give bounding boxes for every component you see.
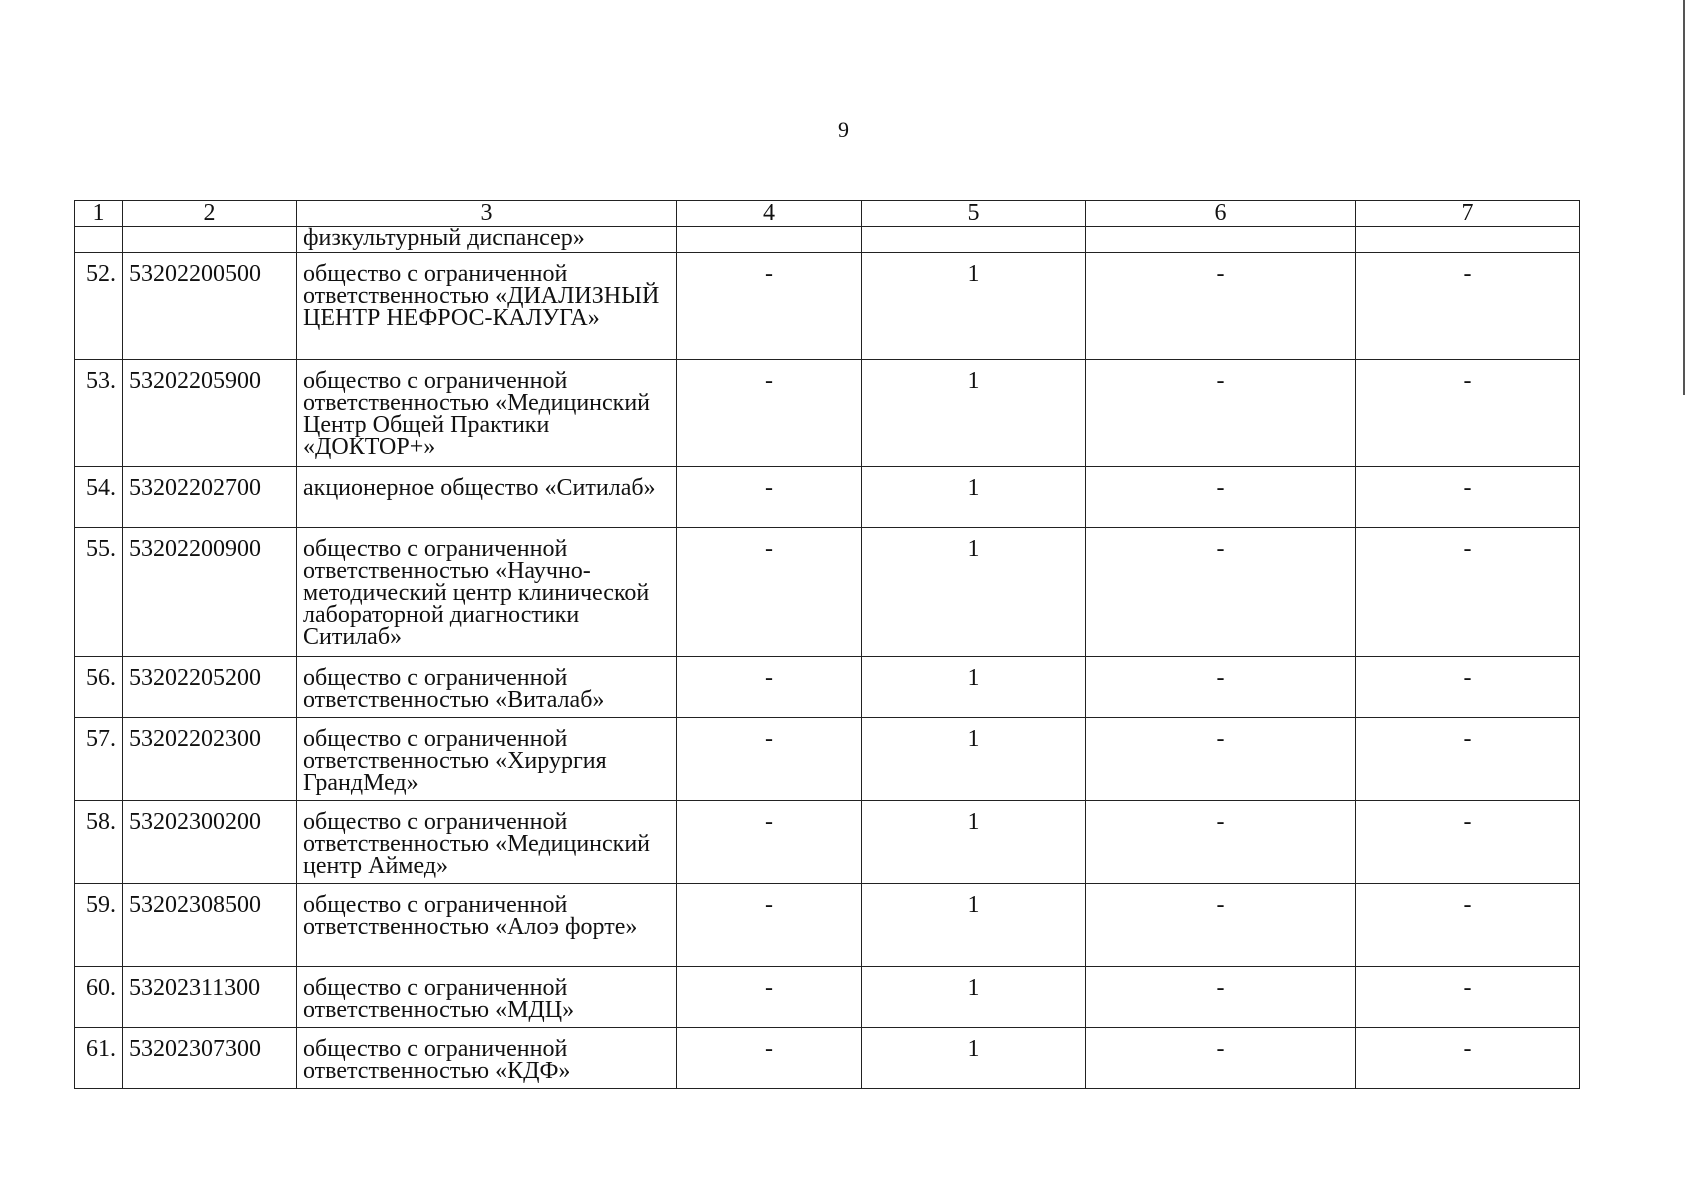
col7-value: - [1356, 360, 1580, 467]
row-number: 59. [75, 884, 123, 967]
org-code [123, 227, 297, 253]
org-name: общество с ограниченной ответственностью «ДИАЛИЗНЫЙ ЦЕНТР НЕФРОС-КАЛУГА» [297, 253, 677, 360]
col5-value: 1 [862, 801, 1086, 884]
col5-value: 1 [862, 467, 1086, 528]
org-name: акционерное общество «Ситилаб» [297, 467, 677, 528]
table-row [75, 657, 1580, 718]
continuation-row [75, 227, 1580, 253]
registry-table [74, 200, 1580, 1089]
org-code: 53202308500 [123, 884, 297, 967]
col4-value: - [677, 801, 862, 884]
col4-value: - [677, 360, 862, 467]
row-number: 55. [75, 528, 123, 657]
col5-value: 1 [862, 1028, 1086, 1089]
table-row [75, 884, 1580, 967]
col6-value: - [1086, 884, 1356, 967]
column-header: 4 [677, 201, 862, 227]
row-number: 61. [75, 1028, 123, 1089]
col5-value: 1 [862, 967, 1086, 1028]
table-row [75, 360, 1580, 467]
col6-value: - [1086, 360, 1356, 467]
col4-value: - [677, 467, 862, 528]
col7-value: - [1356, 884, 1580, 967]
org-code: 53202202300 [123, 718, 297, 801]
org-name: общество с ограниченной ответственностью «Виталаб» [297, 657, 677, 718]
col5-value: 1 [862, 253, 1086, 360]
row-number: 54. [75, 467, 123, 528]
col6-value: - [1086, 967, 1356, 1028]
col7-value: - [1356, 253, 1580, 360]
scan-edge-line [1683, 0, 1685, 395]
col7-value: - [1356, 657, 1580, 718]
col7-value: - [1356, 718, 1580, 801]
column-header: 5 [862, 201, 1086, 227]
org-name: общество с ограниченной ответственностью «Медицинский Центр Общей Практики «ДОКТОР+» [297, 360, 677, 467]
col6-value: - [1086, 528, 1356, 657]
org-name: общество с ограниченной ответственностью «МДЦ» [297, 967, 677, 1028]
org-code: 53202200500 [123, 253, 297, 360]
column-header: 7 [1356, 201, 1580, 227]
col6-value: - [1086, 467, 1356, 528]
table-row [75, 528, 1580, 657]
col7-value: - [1356, 801, 1580, 884]
table-row [75, 253, 1580, 360]
org-code: 53202200900 [123, 528, 297, 657]
col4-value: - [677, 967, 862, 1028]
col6-value [1086, 227, 1356, 253]
row-number: 53. [75, 360, 123, 467]
col7-value: - [1356, 1028, 1580, 1089]
column-header: 6 [1086, 201, 1356, 227]
org-code: 53202205900 [123, 360, 297, 467]
col4-value: - [677, 528, 862, 657]
col6-value: - [1086, 1028, 1356, 1089]
column-header: 2 [123, 201, 297, 227]
col7-value: - [1356, 467, 1580, 528]
col6-value: - [1086, 801, 1356, 884]
col7-value: - [1356, 967, 1580, 1028]
org-code: 53202311300 [123, 967, 297, 1028]
col4-value: - [677, 657, 862, 718]
col5-value [862, 227, 1086, 253]
col5-value: 1 [862, 718, 1086, 801]
row-number: 56. [75, 657, 123, 718]
row-number: 52. [75, 253, 123, 360]
org-code: 53202307300 [123, 1028, 297, 1089]
org-code: 53202300200 [123, 801, 297, 884]
page-number: 9 [838, 117, 849, 142]
col5-value: 1 [862, 884, 1086, 967]
col6-value: - [1086, 657, 1356, 718]
table-row [75, 718, 1580, 801]
row-number: 58. [75, 801, 123, 884]
col7-value: - [1356, 528, 1580, 657]
col4-value: - [677, 718, 862, 801]
col5-value: 1 [862, 657, 1086, 718]
col7-value [1356, 227, 1580, 253]
table-row [75, 967, 1580, 1028]
column-header: 1 [75, 201, 123, 227]
col4-value: - [677, 884, 862, 967]
table-row [75, 467, 1580, 528]
org-name: физкультурный диспансер» [297, 227, 677, 253]
column-number-header [75, 201, 1580, 227]
org-name: общество с ограниченной ответственностью «Алоэ форте» [297, 884, 677, 967]
col6-value: - [1086, 253, 1356, 360]
col4-value [677, 227, 862, 253]
row-number: 60. [75, 967, 123, 1028]
row-number [75, 227, 123, 253]
org-code: 53202202700 [123, 467, 297, 528]
org-code: 53202205200 [123, 657, 297, 718]
org-name: общество с ограниченной ответственностью «Научно-методический центр клинической лабораторной диагностики Ситилаб» [297, 528, 677, 657]
col4-value: - [677, 1028, 862, 1089]
col5-value: 1 [862, 360, 1086, 467]
table-row [75, 801, 1580, 884]
table-row [75, 1028, 1580, 1089]
org-name: общество с ограниченной ответственностью «Хирургия ГрандМед» [297, 718, 677, 801]
org-name: общество с ограниченной ответственностью «Медицинский центр Аймед» [297, 801, 677, 884]
col5-value: 1 [862, 528, 1086, 657]
org-name: общество с ограниченной ответственностью «КДФ» [297, 1028, 677, 1089]
column-header: 3 [297, 201, 677, 227]
col4-value: - [677, 253, 862, 360]
col6-value: - [1086, 718, 1356, 801]
row-number: 57. [75, 718, 123, 801]
